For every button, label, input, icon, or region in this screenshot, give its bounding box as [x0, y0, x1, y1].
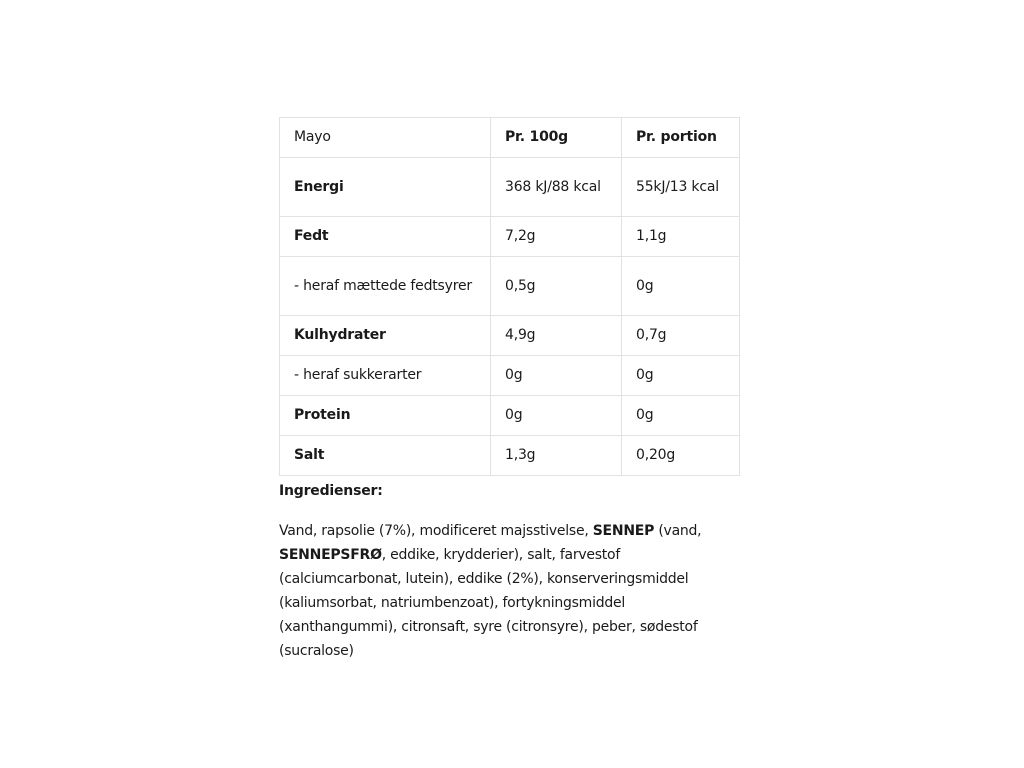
table-row: [280, 158, 740, 217]
nutrition-section: [279, 117, 739, 663]
ingredients-part: (vand,: [654, 523, 702, 539]
row-per-portion: 0,7g: [622, 316, 740, 356]
table-row: [280, 436, 740, 476]
header-per-100g: Pr. 100g: [491, 118, 622, 158]
table-row: [280, 396, 740, 436]
table-row: [280, 356, 740, 396]
ingredients-title: Ingredienser:: [279, 483, 383, 499]
row-per-100g: 0,5g: [491, 257, 622, 316]
row-label: Salt: [280, 436, 491, 476]
row-per-portion: 0g: [622, 356, 740, 396]
row-per-100g: 4,9g: [491, 316, 622, 356]
row-label: Energi: [280, 158, 491, 217]
row-per-100g: 0g: [491, 356, 622, 396]
nutrition-table: [279, 117, 740, 476]
row-per-portion: 1,1g: [622, 217, 740, 257]
row-per-portion: 55kJ/13 kcal: [622, 158, 740, 217]
header-product: Mayo: [280, 118, 491, 158]
row-per-100g: 1,3g: [491, 436, 622, 476]
row-label: - heraf mættede fedtsyrer: [280, 257, 491, 316]
header-per-portion: Pr. portion: [622, 118, 740, 158]
row-per-100g: 368 kJ/88 kcal: [491, 158, 622, 217]
allergen-mustard-seed: SENNEPSFRØ: [279, 547, 382, 563]
row-per-portion: 0g: [622, 257, 740, 316]
allergen-mustard: SENNEP: [592, 523, 655, 539]
table-row: [280, 257, 740, 316]
table-header-row: [280, 118, 740, 158]
row-per-100g: 0g: [491, 396, 622, 436]
table-row: [280, 217, 740, 257]
ingredients-part: Vand, rapsolie (7%), modificeret majsstivelse,: [279, 523, 593, 539]
ingredients-text: [279, 519, 739, 663]
row-per-portion: 0,20g: [622, 436, 740, 476]
row-per-100g: 7,2g: [491, 217, 622, 257]
ingredients-part: , eddike, krydderier), salt, farvestof (calciumcarbonat, lutein), eddike (2%), konserveringsmiddel (kaliumsorbat, natriumbenzoat), fortykningsmiddel (xanthangummi), citronsaft, syre (citronsyre), peber, sødestof (sucralose): [279, 547, 698, 659]
row-label: Protein: [280, 396, 491, 436]
row-label: Kulhydrater: [280, 316, 491, 356]
row-label: Fedt: [280, 217, 491, 257]
row-per-portion: 0g: [622, 396, 740, 436]
table-row: [280, 316, 740, 356]
row-label: - heraf sukkerarter: [280, 356, 491, 396]
